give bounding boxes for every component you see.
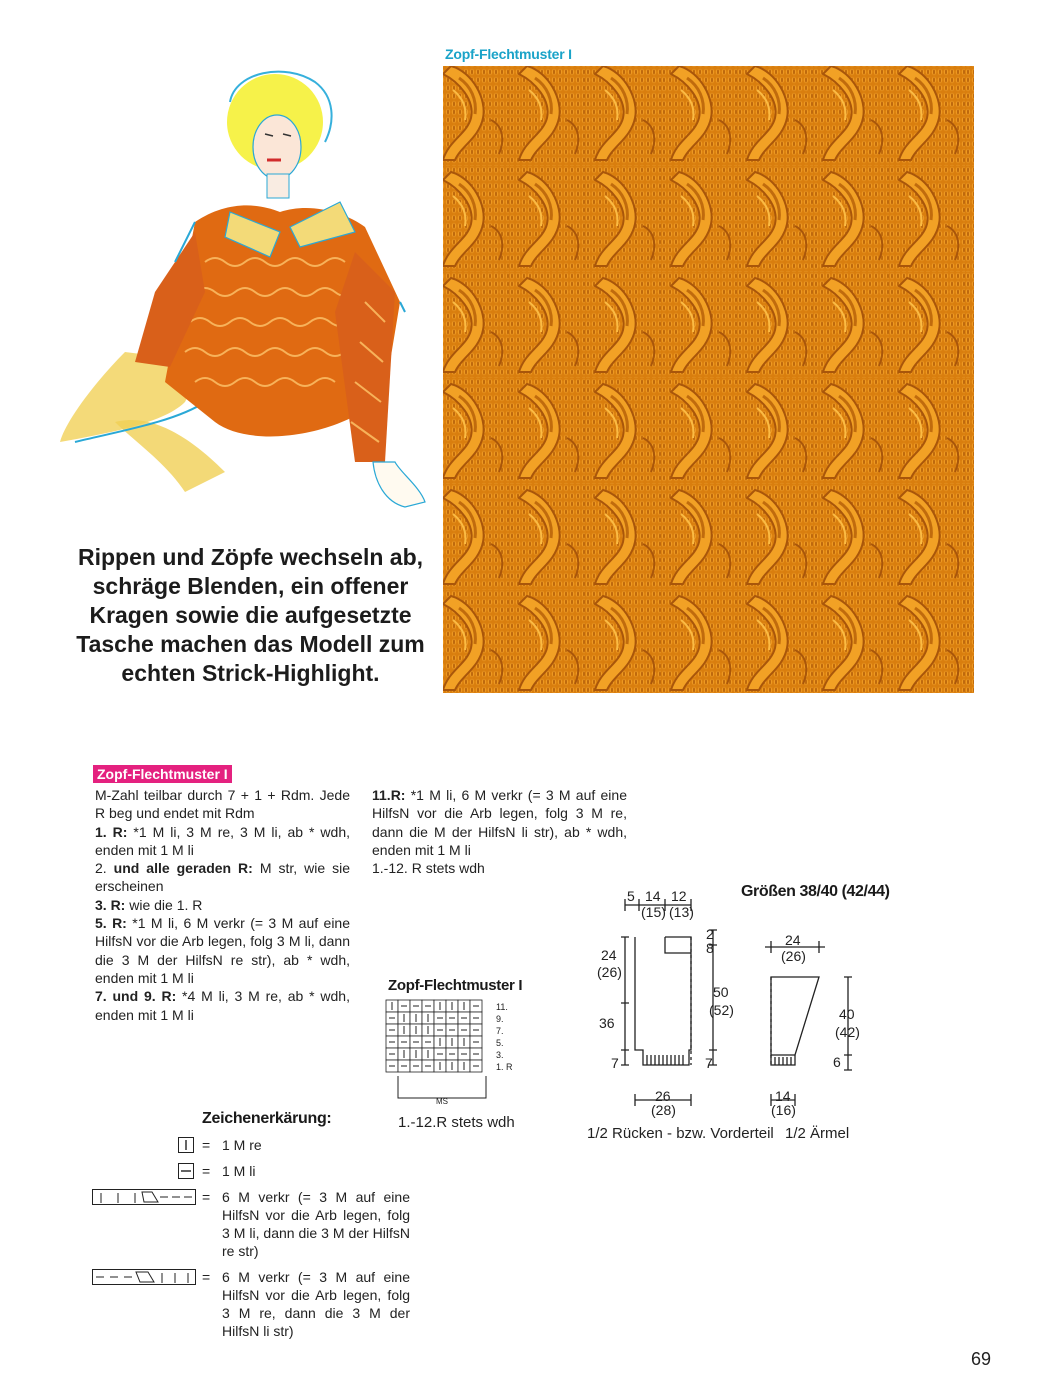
knit-symbol-icon — [178, 1137, 194, 1153]
legend-row-knit — [0, 1136, 420, 1156]
chart-row-label: 11. — [496, 1002, 508, 1012]
dim-top-c2: (13) — [669, 904, 694, 920]
dim-mid-a2: (52) — [709, 1002, 734, 1018]
legend-eq: = — [202, 1163, 211, 1179]
legend-text: 6 M verkr (= 3 M auf eine HilfsN vor die Arb legen, folg 3 M li, dann die 3 M der HilfsN re str) — [222, 1189, 410, 1259]
legend-text: 6 M verkr (= 3 M auf eine HilfsN vor die Arb legen, folg 3 M re, dann die 3 M der HilfsN li str) — [222, 1269, 410, 1339]
dim-left-b: 36 — [599, 1015, 615, 1031]
page-number: 69 — [971, 1349, 992, 1369]
legend-text: 1 M li — [222, 1163, 256, 1179]
cable-left-symbol-icon — [92, 1189, 196, 1205]
dim-top-c: 12 — [671, 888, 687, 904]
legend-row-purl — [0, 1162, 420, 1182]
chart-row-label: 5. — [496, 1038, 504, 1048]
legend-title: Zeichenerkärung: — [202, 1110, 332, 1127]
dim-left-c: 7 — [611, 1055, 619, 1071]
instr-para: 2. und alle geraden R: M str, wie sie erscheinen — [95, 860, 350, 895]
instructions-column-1 — [95, 786, 350, 1024]
knitting-chart — [384, 998, 524, 1108]
chart-row-label: 3. — [496, 1050, 504, 1060]
legend-eq: = — [202, 1137, 211, 1153]
dim-sleeve-right: 40 — [839, 1006, 855, 1022]
dim-mid-b: 7 — [705, 1055, 713, 1071]
dim-sleeve-bottom: 14 — [775, 1088, 791, 1104]
knit-swatch-illustration — [443, 66, 974, 693]
schematic-drawing — [585, 885, 885, 1145]
dim-bottom2: (28) — [651, 1102, 676, 1118]
cable-right-symbol-icon — [92, 1269, 196, 1285]
knitting-chart-grid — [384, 998, 524, 1108]
chart-title: Zopf-Flechtmuster I — [388, 977, 523, 994]
chart-row-label: 9. — [496, 1014, 504, 1024]
dim-sleeve-cuff: 6 — [833, 1054, 841, 1070]
purl-symbol-icon — [178, 1163, 194, 1179]
dim-top-a: 5 — [627, 888, 635, 904]
dim-neck: 2 — [706, 926, 714, 942]
legend-row-cable-1 — [0, 1188, 420, 1264]
caption-text: Rippen und Zöpfe wechseln ab, schräge Blenden, ein offener Kragen sowie die aufgesetzte Tasche machen das Modell zum echten Strick-Highlight. — [76, 544, 425, 686]
sweater-sketch-illustration — [55, 62, 440, 532]
instr-para: 1. R: *1 M li, 3 M re, 3 M li, ab * wdh, enden mit 1 M li — [95, 823, 350, 858]
body-label: 1/2 Rücken - bzw. Vorderteil — [587, 1125, 774, 1142]
instr-para: 7. und 9. R: *4 M li, 3 M re, ab * wdh, enden mit 1 M li — [95, 988, 350, 1023]
dim-neck2: 8 — [706, 940, 714, 956]
ms-label: MS — [436, 1097, 448, 1106]
size-schematic — [585, 885, 885, 1145]
instr-para: 5. R: *1 M li, 6 M verkr (= 3 M auf eine HilfsN vor die Arb legen, folg 3 M li, dann die 3 M der HilfsN re str), ab * wdh, enden mit 1 M li — [95, 915, 350, 986]
instr-para: 11.R: *1 M li, 6 M verkr (= 3 M auf eine HilfsN vor die Arb legen, folg 3 M re, dann die M der HilfsN li str), ab * wdh, enden mit 1 M li — [372, 787, 627, 858]
chart-row-label: 1. R — [496, 1062, 513, 1072]
dim-sleeve-top2: (26) — [781, 948, 806, 964]
legend-row-cable-2 — [0, 1268, 420, 1344]
dim-bottom: 26 — [655, 1088, 671, 1104]
chart-row-label: 7. — [496, 1026, 504, 1036]
knit-swatch-photo — [443, 66, 974, 693]
legend-eq: = — [202, 1269, 211, 1285]
legend-text: 1 M re — [222, 1137, 262, 1153]
dim-left-a: 24 — [601, 947, 617, 963]
fashion-sketch — [55, 62, 440, 532]
pattern-label: Zopf-Flechtmuster I — [93, 765, 232, 783]
instr-para: 1.-12. R stets wdh — [372, 860, 485, 877]
dim-sleeve-right2: (42) — [835, 1024, 860, 1040]
dim-left-a2: (26) — [597, 964, 622, 980]
dim-top-b2: (15) — [641, 904, 666, 920]
dim-mid-a: 50 — [713, 984, 729, 1000]
sleeve-label: 1/2 Ärmel — [785, 1125, 850, 1142]
instr-para: 3. R: wie die 1. R — [95, 896, 203, 913]
chart-note: 1.-12.R stets wdh — [398, 1114, 515, 1131]
dim-sleeve-bottom2: (16) — [771, 1102, 796, 1118]
sizes-title: Größen 38/40 (42/44) — [741, 883, 890, 900]
instructions-column-2 — [372, 786, 627, 877]
dim-top-b: 14 — [645, 888, 661, 904]
instr-para: M-Zahl teilbar durch 7 + 1 + Rdm. Jede R beg und endet mit Rdm — [95, 787, 350, 822]
swatch-title: Zopf-Flechtmuster I — [445, 46, 572, 62]
dim-sleeve-top: 24 — [785, 932, 801, 948]
legend-eq: = — [202, 1189, 211, 1205]
